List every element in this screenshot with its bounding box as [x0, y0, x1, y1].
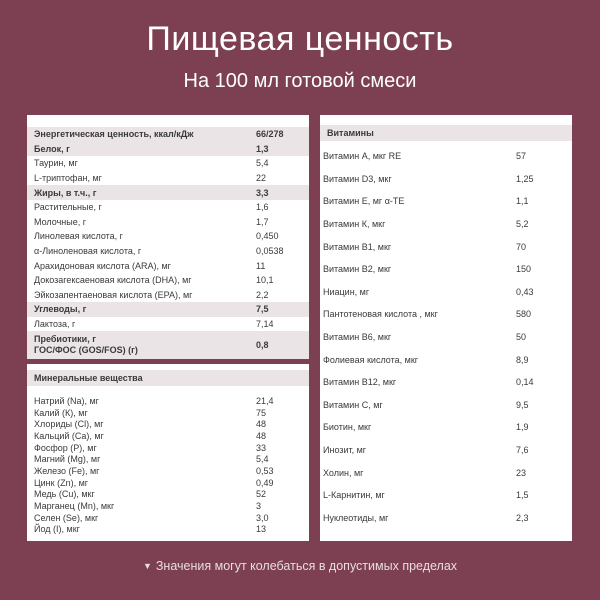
vitamin-row — [320, 416, 572, 439]
vitamin-row-label: Витамин В12, мкг — [323, 377, 397, 388]
nutrition-row — [27, 142, 309, 157]
mineral-row-label: Железо (Fe), мг — [34, 465, 100, 476]
mineral-row — [27, 477, 309, 489]
vitamin-row-label: Инозит, мг — [323, 445, 367, 456]
vitamin-row-value: 1,9 — [516, 422, 529, 433]
mineral-row-label: Магний (Mg), мг — [34, 454, 101, 465]
mineral-row-label: Селен (Se), мкг — [34, 512, 99, 523]
mineral-row-value: 0,53 — [256, 465, 274, 476]
mineral-row-value: 3,0 — [256, 512, 269, 523]
vitamin-row-value: 7,6 — [516, 445, 529, 456]
mineral-row-value: 48 — [256, 419, 267, 430]
vitamin-row-value: 2,3 — [516, 512, 529, 523]
mineral-row-label: Цинк (Zn), мг — [34, 477, 89, 488]
mineral-row — [27, 453, 309, 465]
mineral-row-label: Хлориды (Cl), мг — [34, 419, 104, 430]
nutrition-row-label: Арахидоновая кислота (ARA), мг — [34, 260, 171, 271]
nutrition-row-label: Энергетическая ценность, ккал/кДж — [34, 129, 194, 140]
nutrition-row — [27, 288, 309, 303]
vitamin-row-label: Нуклеотиды, мг — [323, 512, 389, 523]
nutrition-row — [27, 317, 309, 332]
mineral-row-label: Медь (Cu), мкг — [34, 489, 95, 500]
vitamins-list — [320, 145, 572, 529]
nutrition-row-label: Эйкозапентаеновая кислота (EPA), мг — [34, 289, 193, 300]
vitamin-row-value: 9,5 — [516, 399, 529, 410]
nutrition-row-value: 1,7 — [256, 216, 269, 227]
footnote — [0, 559, 600, 573]
mineral-row-value: 13 — [256, 524, 267, 535]
mineral-row-value: 5,4 — [256, 454, 269, 465]
vitamin-row-label: Ниацин, мг — [323, 286, 370, 297]
nutrition-row-label: Белок, г — [34, 143, 70, 154]
vitamin-row-value: 50 — [516, 332, 527, 343]
nutrition-row-label: Углеводы, г — [34, 304, 87, 315]
mineral-row — [27, 418, 309, 430]
nutrition-row-value: 5,4 — [256, 158, 269, 169]
minerals-list — [27, 395, 309, 535]
vitamin-row-label: Витамин А, мкг RE — [323, 151, 402, 162]
mineral-row — [27, 489, 309, 501]
mineral-row-label: Йод (I), мкг — [34, 524, 80, 535]
nutrition-panel — [27, 115, 309, 355]
nutrition-row-label: Пребиотики, г ГОС/ФОС (GOS/FOS) (г) — [34, 334, 138, 356]
vitamin-row-label: Фолиевая кислота, мкг — [323, 354, 419, 365]
vitamin-row-label: Витамин D3, мкг — [323, 173, 392, 184]
nutrition-row — [27, 215, 309, 230]
vitamin-row — [320, 145, 572, 168]
page-title: Пищевая ценность — [146, 20, 454, 58]
minerals-panel — [27, 364, 309, 541]
nutrition-row-label: Докозагексаеновая кислота (DHA), мг — [34, 275, 192, 286]
vitamin-row — [320, 213, 572, 236]
nutrition-row — [27, 200, 309, 215]
nutrition-row-value: 66/278 — [256, 129, 284, 140]
vitamin-row — [320, 326, 572, 349]
vitamin-row-value: 0,43 — [516, 286, 534, 297]
vitamin-row-label: Витамин С, мг — [323, 399, 383, 410]
nutrition-row-value: 0,0538 — [256, 246, 284, 257]
vitamin-row-label: Витамин Е, мг α-ТЕ — [323, 196, 405, 207]
vitamin-row-label: Холин, мг — [323, 467, 364, 478]
vitamin-row-value: 1,1 — [516, 196, 529, 207]
mineral-row — [27, 407, 309, 419]
nutrition-row-value: 0,8 — [256, 339, 269, 350]
vitamin-row-label: Витамин К, мкг — [323, 219, 386, 230]
mineral-row-label: Калий (К), мг — [34, 407, 88, 418]
nutrition-row — [27, 244, 309, 259]
nutrition-row-label: Лактоза, г — [34, 319, 76, 330]
vitamin-row — [320, 348, 572, 371]
nutrition-row — [27, 185, 309, 200]
mineral-row — [27, 512, 309, 524]
nutrition-row — [27, 302, 309, 317]
mineral-row-label: Марганец (Mn), мкг — [34, 501, 115, 512]
mineral-row — [27, 524, 309, 536]
vitamin-row — [320, 168, 572, 191]
vitamin-row — [320, 281, 572, 304]
vitamin-row-label: L-Карнитин, мг — [323, 490, 385, 501]
mineral-row-value: 75 — [256, 407, 267, 418]
mineral-row-value: 48 — [256, 430, 267, 441]
nutrition-row-label: α-Линоленовая кислота, г — [34, 246, 142, 257]
vitamin-row-value: 70 — [516, 241, 527, 252]
nutrition-row — [27, 229, 309, 244]
nutrition-row-label: Линолевая кислота, г — [34, 231, 123, 242]
vitamin-row — [320, 394, 572, 417]
nutrition-row-label: Молочные, г — [34, 216, 86, 227]
vitamin-row-value: 0,14 — [516, 377, 534, 388]
vitamin-row — [320, 461, 572, 484]
mineral-row — [27, 442, 309, 454]
nutrition-row — [27, 273, 309, 288]
vitamins-heading: Витамины — [320, 125, 572, 141]
mineral-row-label: Натрий (Na), мг — [34, 395, 99, 406]
mineral-row-value: 52 — [256, 489, 267, 500]
nutrition-row-value: 10,1 — [256, 275, 274, 286]
nutrition-row-label: Жиры, в т.ч., г — [34, 187, 97, 198]
vitamin-row — [320, 507, 572, 530]
vitamin-row — [320, 439, 572, 462]
vitamin-row — [320, 371, 572, 394]
nutrition-row-value: 1,6 — [256, 202, 269, 213]
nutrition-row-value: 2,2 — [256, 289, 269, 300]
nutrition-list — [27, 127, 309, 359]
triangle-down-icon: ▼ — [142, 561, 152, 571]
vitamin-row-label: Биотин, мкг — [323, 422, 372, 433]
nutrition-row-value: 3,3 — [256, 187, 269, 198]
mineral-row-value: 33 — [256, 442, 267, 453]
mineral-row — [27, 500, 309, 512]
nutrition-row — [27, 156, 309, 171]
page-subtitle: На 100 мл готовой смеси — [183, 70, 417, 92]
nutrition-row-value: 1,3 — [256, 143, 269, 154]
mineral-row-value: 0,49 — [256, 477, 274, 488]
vitamin-row-value: 57 — [516, 151, 527, 162]
mineral-row — [27, 465, 309, 477]
nutrition-row-label: L-триптофан, мг — [34, 173, 102, 184]
vitamin-row-value: 1,5 — [516, 490, 529, 501]
vitamin-row — [320, 303, 572, 326]
mineral-row-value: 3 — [256, 501, 262, 512]
nutrition-row-value: 7,14 — [256, 319, 274, 330]
vitamin-row-value: 1,25 — [516, 173, 534, 184]
vitamin-row-label: Витамин В1, мкг — [323, 241, 392, 252]
minerals-heading: Минеральные вещества — [27, 370, 309, 386]
mineral-row-label: Фосфор (P), мг — [34, 442, 97, 453]
vitamin-row-value: 23 — [516, 467, 527, 478]
nutrition-row-value: 0,450 — [256, 231, 279, 242]
nutrition-row — [27, 127, 309, 142]
vitamin-row-value: 150 — [516, 264, 532, 275]
vitamin-row — [320, 484, 572, 507]
nutrition-row-value: 22 — [256, 173, 267, 184]
vitamin-row-label: Пантотеновая кислота , мкг — [323, 309, 438, 320]
vitamin-row-label: Витамин В2, мкг — [323, 264, 392, 275]
footnote-text: Значения могут колебаться в допустимых пределах — [155, 559, 458, 573]
vitamin-row-value: 580 — [516, 309, 532, 320]
vitamin-row — [320, 258, 572, 281]
mineral-row — [27, 430, 309, 442]
mineral-row-label: Кальций (Ca), мг — [34, 430, 104, 441]
mineral-row-value: 21,4 — [256, 395, 274, 406]
vitamins-panel — [320, 115, 572, 541]
vitamin-row-value: 8,9 — [516, 354, 529, 365]
nutrition-row-value: 11 — [256, 260, 266, 271]
nutrition-row-label: Растительные, г — [34, 202, 102, 213]
vitamin-row-label: Витамин В6, мкг — [323, 332, 392, 343]
vitamin-row — [320, 190, 572, 213]
nutrition-row — [27, 258, 309, 273]
nutrition-row-value: 7,5 — [256, 304, 269, 315]
nutrition-row — [27, 171, 309, 186]
vitamin-row — [320, 235, 572, 258]
mineral-row — [27, 395, 309, 407]
nutrition-row — [27, 331, 309, 359]
nutrition-row-label: Таурин, мг — [34, 158, 78, 169]
vitamin-row-value: 5,2 — [516, 219, 529, 230]
